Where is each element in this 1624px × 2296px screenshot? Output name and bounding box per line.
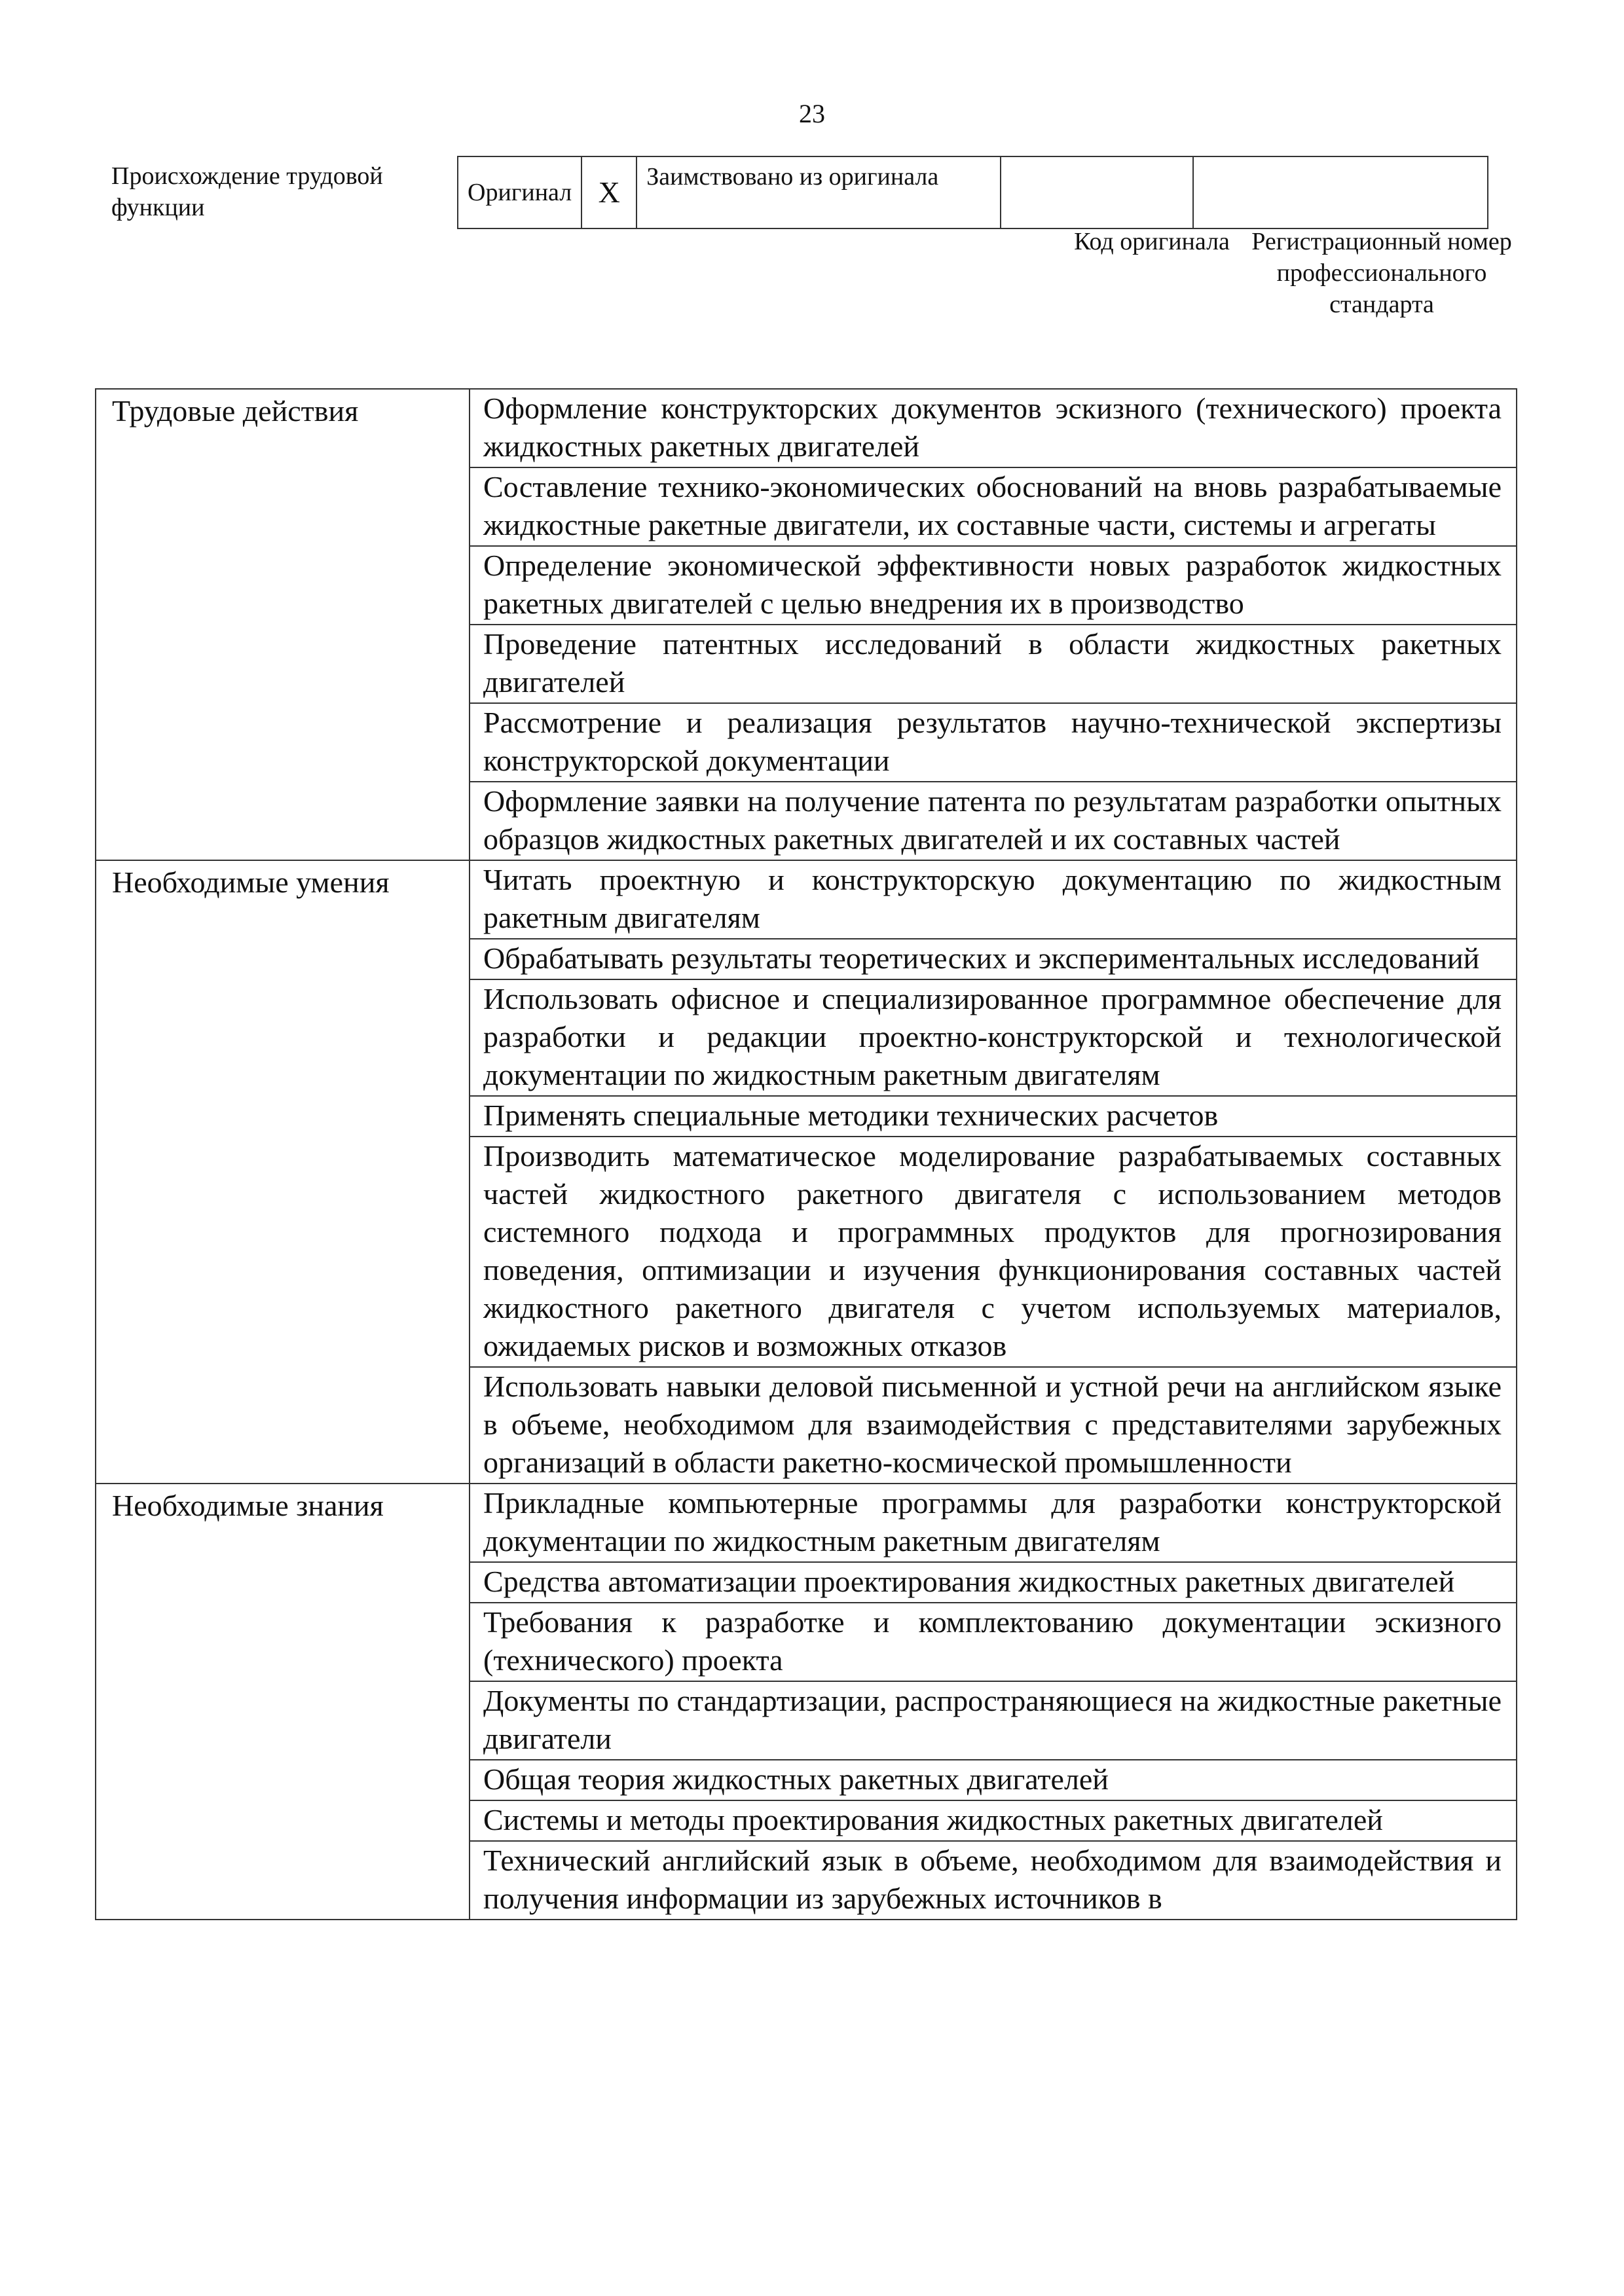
borrowed-label: Заимствовано из оригинала: [637, 156, 1001, 228]
table-cell-item: Технический английский язык в объеме, необходимом для взаимодействия и получения информации из зарубежных источников в: [470, 1841, 1517, 1920]
table-cell-item: Использовать офисное и специализированное программное обеспечение для разработки и редакции проектно-конструкторской и технологической документации по жидкостным ракетным двигателям: [470, 979, 1517, 1096]
table-cell-item: Составление технико-экономических обоснований на вновь разрабатываемые жидкостные ракетные двигатели, их составные части, системы и агрегаты: [470, 467, 1517, 546]
table-row: [96, 389, 1517, 467]
table-cell-item: Использовать навыки деловой письменной и устной речи на английском языке в объеме, необходимом для взаимодействия с представителями зарубежных организаций в области ракетно-космической промышленности: [470, 1367, 1517, 1484]
table-cell-item: Средства автоматизации проектирования жидкостных ракетных двигателей: [470, 1562, 1517, 1603]
section-title-required-knowledge: Необходимые знания: [96, 1484, 470, 1920]
table-cell-item: Оформление заявки на получение патента по результатам разработки опытных образцов жидкостных ракетных двигателей и их составных частей: [470, 782, 1517, 860]
table-cell-item: Общая теория жидкостных ракетных двигателей: [470, 1760, 1517, 1800]
table-cell-item: Оформление конструкторских документов эскизного (технического) проекта жидкостных ракетных двигателей: [470, 389, 1517, 467]
table-cell-item: Определение экономической эффективности новых разработок жидкостных ракетных двигателей с целью внедрения их в производство: [470, 546, 1517, 625]
original-label: Оригинал: [458, 156, 581, 228]
table-cell-item: Применять специальные методики технических расчетов: [470, 1096, 1517, 1137]
origin-label: Происхождение трудовой функции: [111, 162, 383, 221]
table-cell-item: Системы и методы проектирования жидкостных ракетных двигателей: [470, 1800, 1517, 1841]
table-cell-item: Рассмотрение и реализация результатов научно-технической экспертизы конструкторской документации: [470, 703, 1517, 782]
table-cell-item: Требования к разработке и комплектованию документации эскизного (технического) проекта: [470, 1603, 1517, 1681]
page-number: 23: [799, 99, 825, 128]
original-code-caption: Код оригинала: [1074, 228, 1230, 255]
table-cell-item: Обрабатывать результаты теоретических и экспериментальных исследований: [470, 939, 1517, 979]
table-cell-item: Производить математическое моделирование разрабатываемых составных частей жидкостного ракетного двигателя с использованием методов системного подхода и программных продуктов для прогнозирования поведения, оптимизации и изучения функционирования составных частей жидкостного ракетного двигателя с учетом используемых материалов, ожидаемых рисков и возможных отказов: [470, 1137, 1517, 1367]
registration-number-cell: [1193, 156, 1488, 228]
table-cell-item: Прикладные компьютерные программы для разработки конструкторской документации по жидкостным ракетным двигателям: [470, 1484, 1517, 1562]
section-title-required-skills: Необходимые умения: [96, 860, 470, 1484]
table-cell-item: Документы по стандартизации, распространяющиеся на жидкостные ракетные двигатели: [470, 1681, 1517, 1760]
table-row: [96, 860, 1517, 939]
table-cell-item: Проведение патентных исследований в области жидкостных ракетных двигателей: [470, 625, 1517, 703]
origin-table: [457, 156, 1488, 229]
labor-function-table: [95, 388, 1517, 1920]
section-title-labor-actions: Трудовые действия: [96, 389, 470, 860]
table-cell-item: Читать проектную и конструкторскую документацию по жидкостным ракетным двигателям: [470, 860, 1517, 939]
table-row: [96, 1484, 1517, 1562]
original-code-cell: [1001, 156, 1193, 228]
original-mark: X: [581, 156, 637, 228]
registration-number-caption: Регистрационный номер профессионального стандарта: [1251, 228, 1512, 318]
